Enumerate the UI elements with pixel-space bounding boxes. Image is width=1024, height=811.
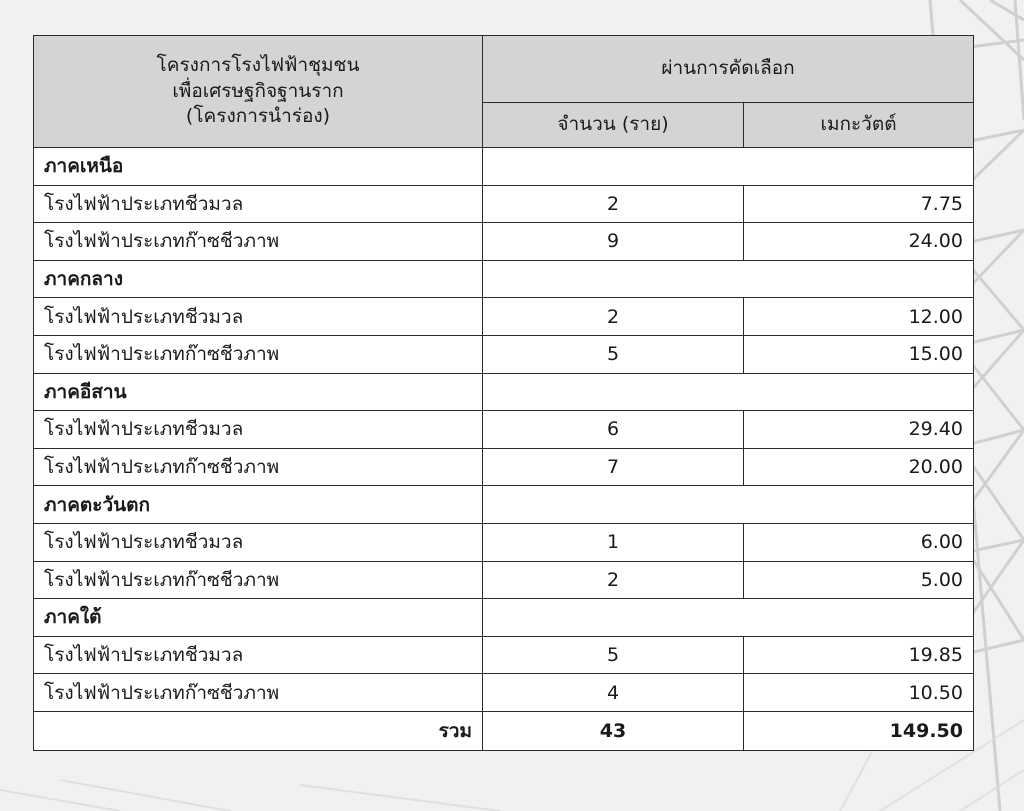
region-empty-cell — [483, 486, 974, 524]
count-value: 2 — [483, 561, 744, 599]
passed-selection-header: ผ่านการคัดเลือก — [483, 36, 974, 103]
count-value: 6 — [483, 411, 744, 449]
region-row — [34, 148, 974, 186]
project-header — [34, 36, 483, 148]
plant-type-label: โรงไฟฟ้าประเภทก๊าซชีวภาพ — [34, 223, 483, 261]
count-value: 1 — [483, 523, 744, 561]
count-value: 9 — [483, 223, 744, 261]
total-row — [34, 711, 974, 750]
plant-type-label: โรงไฟฟ้าประเภทชีวมวล — [34, 636, 483, 674]
plant-type-label: โรงไฟฟ้าประเภทชีวมวล — [34, 298, 483, 336]
megawatt-value: 12.00 — [744, 298, 974, 336]
total-megawatt: 149.50 — [744, 711, 974, 750]
megawatt-value: 5.00 — [744, 561, 974, 599]
count-value: 2 — [483, 298, 744, 336]
plant-type-label: โรงไฟฟ้าประเภทก๊าซชีวภาพ — [34, 674, 483, 712]
megawatt-value: 24.00 — [744, 223, 974, 261]
project-header-line3: (โครงการนำร่อง) — [185, 105, 331, 128]
project-header-line2: เพื่อเศรษฐกิจฐานราก — [172, 79, 344, 102]
count-value: 5 — [483, 335, 744, 373]
megawatt-value: 20.00 — [744, 448, 974, 486]
total-count: 43 — [483, 711, 744, 750]
region-name: ภาคตะวันตก — [34, 486, 483, 524]
region-name: ภาคใต้ — [34, 599, 483, 637]
region-name: ภาคเหนือ — [34, 148, 483, 186]
table-row — [34, 185, 974, 223]
megawatt-value: 6.00 — [744, 523, 974, 561]
region-row — [34, 486, 974, 524]
region-empty-cell — [483, 260, 974, 298]
table-row — [34, 298, 974, 336]
table-row — [34, 411, 974, 449]
table-row — [34, 223, 974, 261]
plant-type-label: โรงไฟฟ้าประเภทก๊าซชีวภาพ — [34, 561, 483, 599]
megawatt-header: เมกะวัตต์ — [744, 103, 974, 148]
plant-type-label: โรงไฟฟ้าประเภทก๊าซชีวภาพ — [34, 448, 483, 486]
plant-type-label: โรงไฟฟ้าประเภทก๊าซชีวภาพ — [34, 335, 483, 373]
plant-type-label: โรงไฟฟ้าประเภทชีวมวล — [34, 523, 483, 561]
region-name: ภาคกลาง — [34, 260, 483, 298]
table-row — [34, 523, 974, 561]
table-row — [34, 448, 974, 486]
count-value: 4 — [483, 674, 744, 712]
total-label: รวม — [34, 711, 483, 750]
count-header: จำนวน (ราย) — [483, 103, 744, 148]
count-value: 5 — [483, 636, 744, 674]
region-row — [34, 599, 974, 637]
project-header-line1: โครงการโรงไฟฟ้าชุมชน — [156, 54, 360, 77]
power-plant-selection-table — [33, 35, 974, 751]
region-empty-cell — [483, 148, 974, 186]
table-row — [34, 636, 974, 674]
megawatt-value: 7.75 — [744, 185, 974, 223]
megawatt-value: 19.85 — [744, 636, 974, 674]
plant-type-label: โรงไฟฟ้าประเภทชีวมวล — [34, 411, 483, 449]
megawatt-value: 15.00 — [744, 335, 974, 373]
table-row — [34, 561, 974, 599]
plant-type-label: โรงไฟฟ้าประเภทชีวมวล — [34, 185, 483, 223]
count-value: 2 — [483, 185, 744, 223]
table-row — [34, 335, 974, 373]
megawatt-value: 29.40 — [744, 411, 974, 449]
region-row — [34, 373, 974, 411]
count-value: 7 — [483, 448, 744, 486]
megawatt-value: 10.50 — [744, 674, 974, 712]
region-empty-cell — [483, 599, 974, 637]
region-name: ภาคอีสาน — [34, 373, 483, 411]
region-empty-cell — [483, 373, 974, 411]
region-row — [34, 260, 974, 298]
table-row — [34, 674, 974, 712]
